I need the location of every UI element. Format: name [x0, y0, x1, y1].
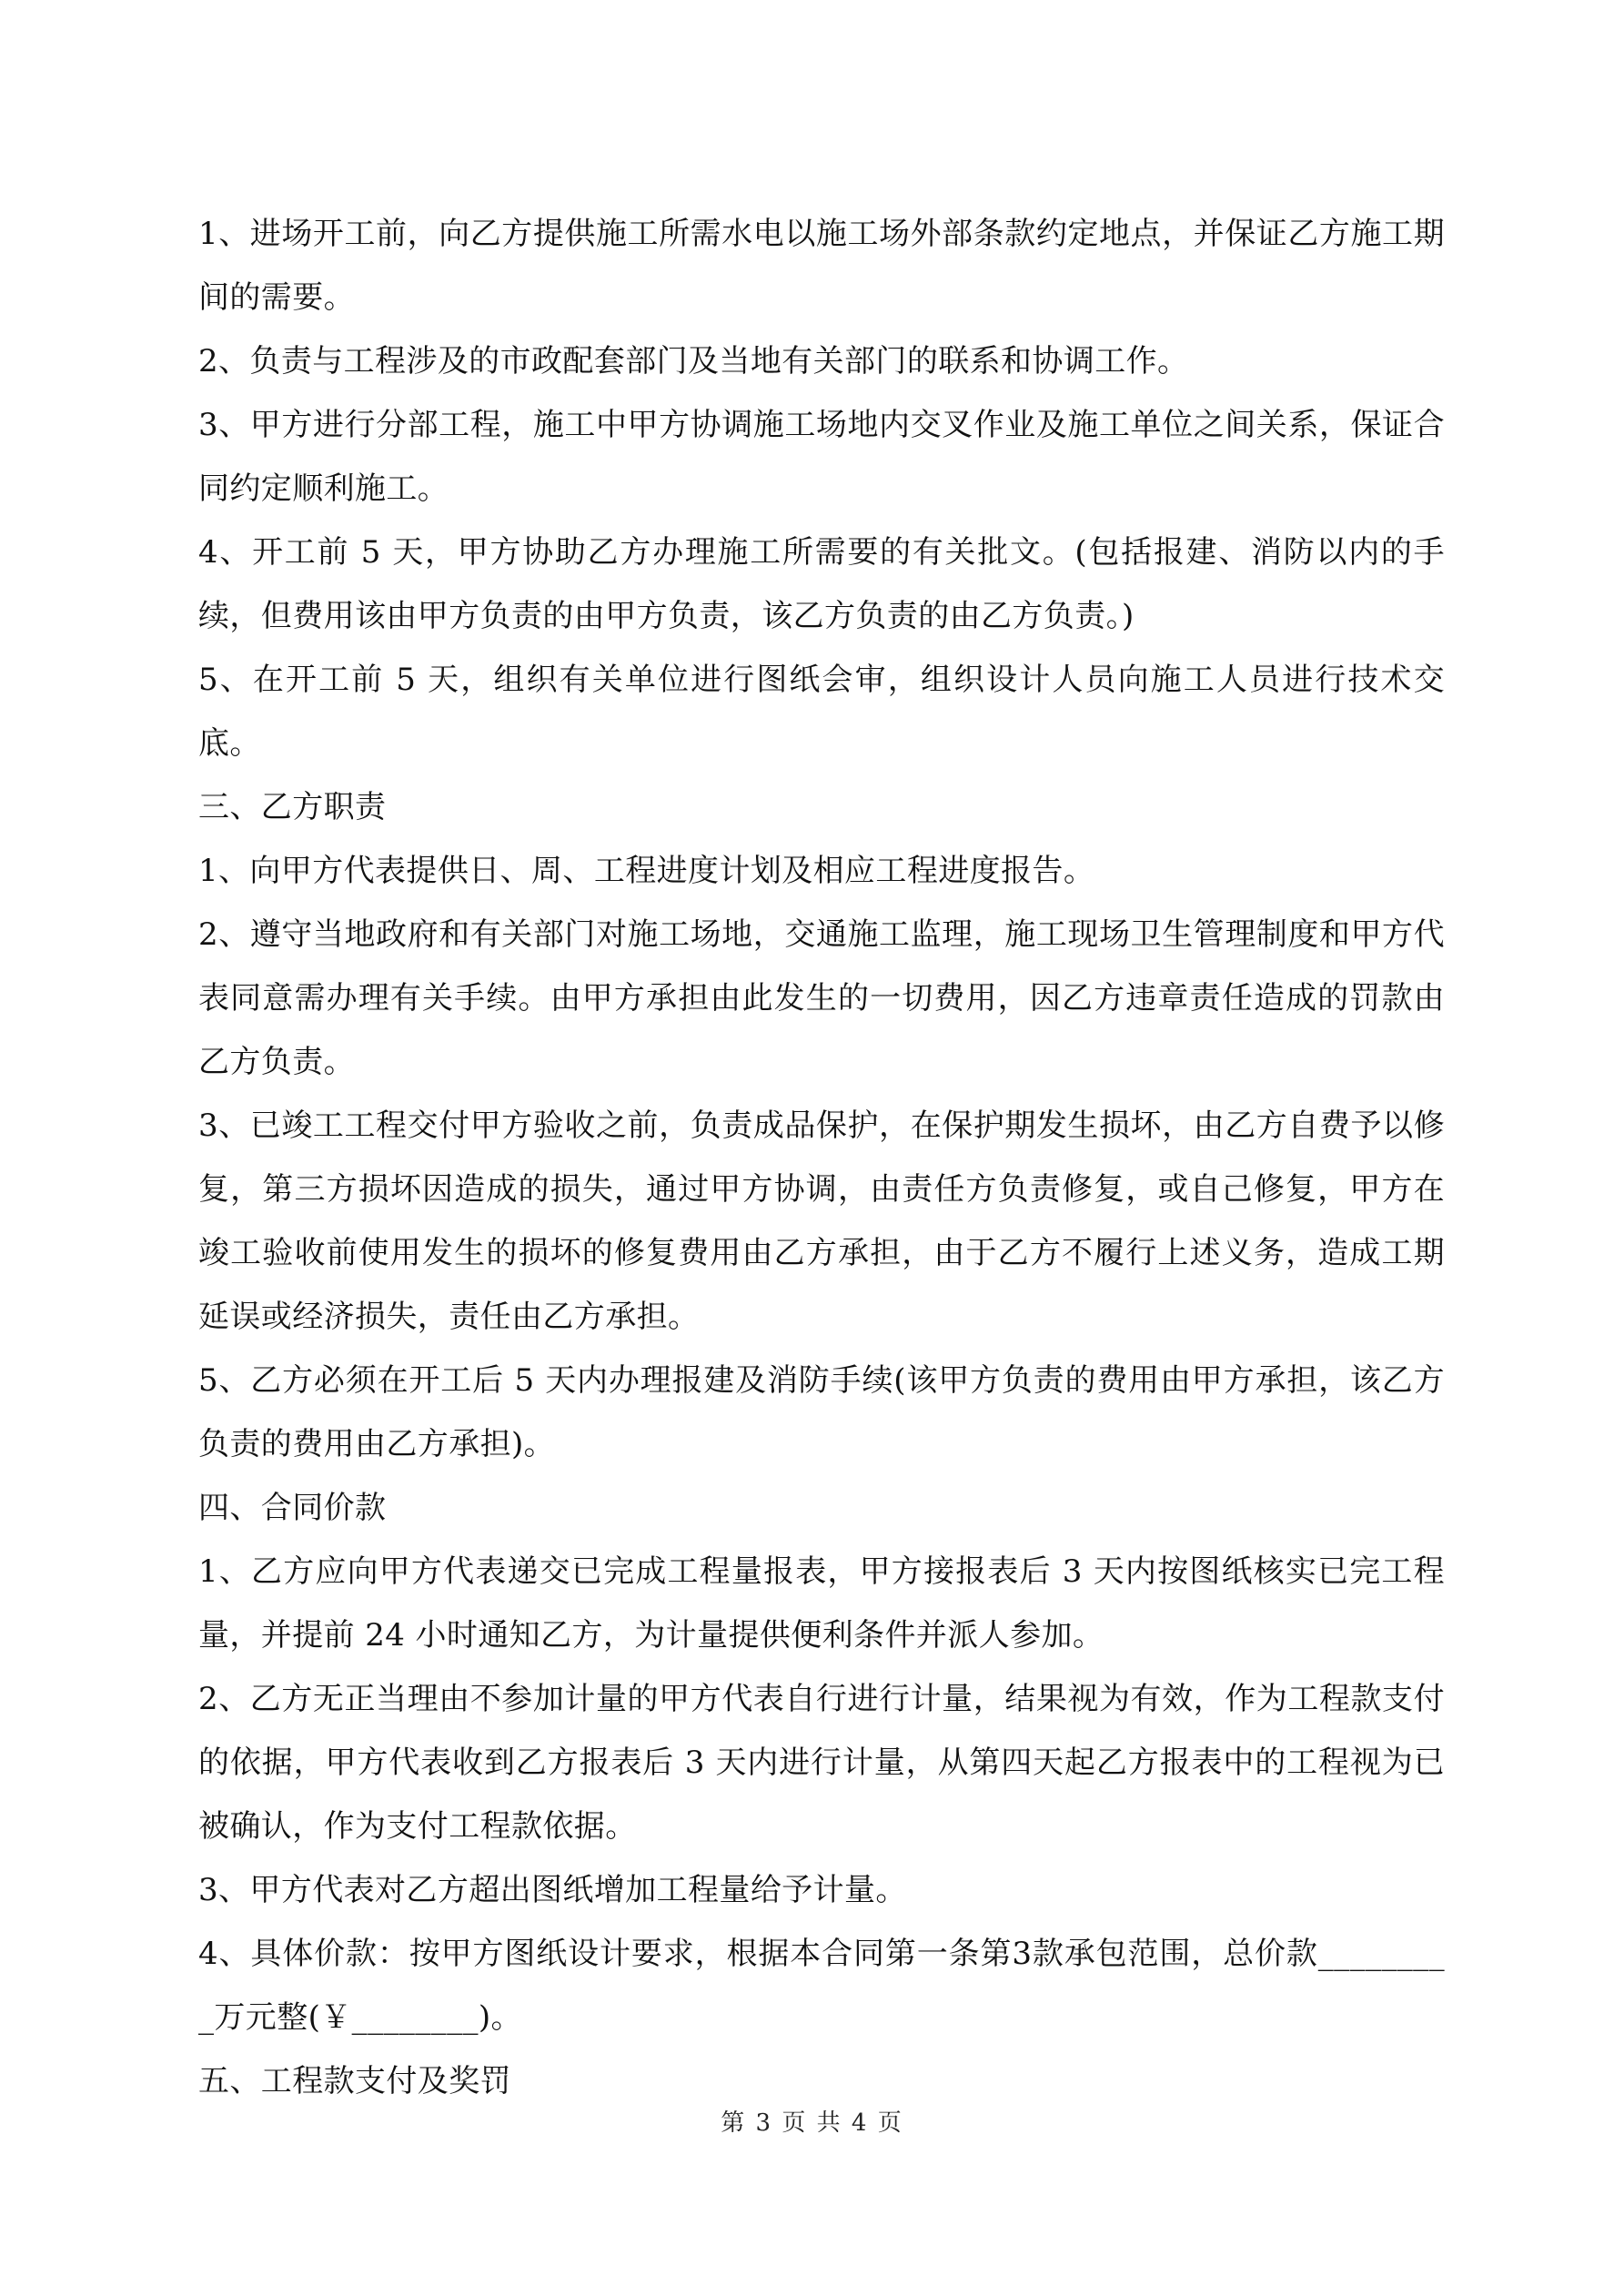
- paragraph: 2、遵守当地政府和有关部门对施工场地，交通施工监理，施工现场卫生管理制度和甲方代表同意需办理有关手续。由甲方承担由此发生的一切费用，因乙方违章责任造成的罚款由乙方负责。: [198, 916, 1445, 1080]
- paragraph: 4、开工前 5 天，甲方协助乙方办理施工所需要的有关批文。(包括报建、消防以内的手续，但费用该由甲方负责的由甲方负责，该乙方负责的由乙方负责。): [198, 534, 1445, 634]
- document-body: [198, 202, 1445, 2113]
- paragraph: 4、具体价款：按甲方图纸设计要求，根据本合同第一条第3款承包范围，总价款_________万元整(￥________)。: [198, 1936, 1445, 2036]
- paragraph: 2、乙方无正当理由不参加计量的甲方代表自行进行计量，结果视为有效，作为工程款支付的依据，甲方代表收到乙方报表后 3 天内进行计量，从第四天起乙方报表中的工程视为已被确认，作为支付工程款依据。: [198, 1681, 1445, 1845]
- section-heading: 三、乙方职责: [198, 789, 387, 825]
- paragraph: 5、在开工前 5 天，组织有关单位进行图纸会审，组织设计人员向施工人员进行技术交底。: [198, 662, 1445, 762]
- paragraph: 1、乙方应向甲方代表递交已完成工程量报表，甲方接报表后 3 天内按图纸核实已完工程量，并提前 24 小时通知乙方，为计量提供便利条件并派人参加。: [198, 1553, 1445, 1654]
- paragraph: 3、已竣工工程交付甲方验收之前，负责成品保护，在保护期发生损坏，由乙方自费予以修复，第三方损坏因造成的损失，通过甲方协调，由责任方负责修复，或自己修复，甲方在竣工验收前使用发生的损坏的修复费用由乙方承担，由于乙方不履行上述义务，造成工期延误或经济损失，责任由乙方承担。: [198, 1108, 1445, 1335]
- paragraph: 3、甲方代表对乙方超出图纸增加工程量给予计量。: [198, 1872, 907, 1908]
- paragraph: 5、乙方必须在开工后 5 天内办理报建及消防手续(该甲方负责的费用由甲方承担，该乙方负责的费用由乙方承担)。: [198, 1362, 1445, 1462]
- paragraph: 1、向甲方代表提供日、周、工程进度计划及相应工程进度报告。: [198, 853, 1095, 889]
- paragraph: 3、甲方进行分部工程，施工中甲方协调施工场地内交叉作业及施工单位之间关系，保证合同约定顺利施工。: [198, 407, 1445, 507]
- section-heading: 四、合同价款: [198, 1490, 387, 1526]
- paragraph: 1、进场开工前，向乙方提供施工所需水电以施工场外部条款约定地点，并保证乙方施工期间的需要。: [198, 216, 1445, 316]
- section-heading: 五、工程款支付及奖罚: [198, 2063, 511, 2099]
- page-footer: 第 3 页 共 4 页: [721, 2109, 903, 2137]
- paragraph: 2、负责与工程涉及的市政配套部门及当地有关部门的联系和协调工作。: [198, 343, 1189, 379]
